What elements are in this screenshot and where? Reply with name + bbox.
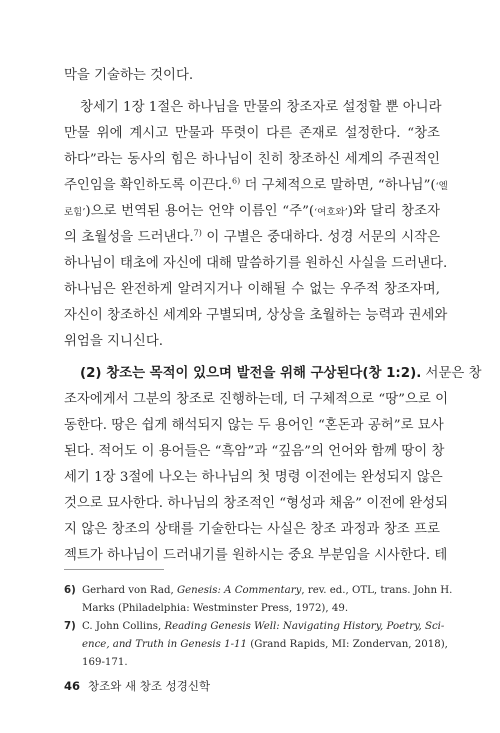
footnote-6 (64, 582, 453, 600)
footnote-6-cont (64, 600, 458, 618)
page-number: 46 (64, 679, 81, 693)
paragraph-line (64, 468, 443, 488)
footnote-7-cont (64, 654, 458, 672)
paragraph-line (64, 332, 440, 352)
text: 젝트가 하나님이 드러내기를 원하시는 중요 부분임을 시사한다. 테 (64, 548, 448, 563)
text: 주인임을 확인하도록 이끈다. (64, 178, 232, 193)
text: )와 달리 창조자 (347, 204, 440, 219)
transliteration: 로힘’ (64, 207, 86, 218)
book-title: Reading Genesis Well: Navigating History, Poetry, Sci- (164, 621, 445, 632)
paragraph-line (64, 150, 440, 170)
text: 하다”라는 동사의 힘은 하나님이 친히 창조하신 세계의 주권적인 (64, 152, 440, 167)
text: 것으로 묘사한다. 하나님의 창조적인 “형성과 채움” 이전에 완성되 (64, 496, 449, 511)
text: 만물 위에 계시고 만물과 뚜렷이 다른 존재로 설정한다. “창조 (64, 126, 440, 141)
paragraph-line (64, 66, 440, 86)
text: C. John Collins, (82, 621, 165, 632)
text: )으로 번역된 용어는 언약 이름인 “주”( (85, 204, 315, 219)
text: 된다. 적어도 이 용어들은 “흑암”과 “깊음”의 언어와 함께 땅이 창 (64, 444, 445, 459)
paragraph-line (64, 306, 448, 326)
paragraph-line (64, 254, 448, 274)
text: 하나님은 완전하게 알려지거나 이해될 수 없는 우주적 창조자며, (64, 282, 440, 297)
text: 동한다. 땅은 쉽게 해석되지 않는 두 용어인 “혼돈과 공허”로 묘사 (64, 418, 444, 433)
text: 하나님이 태초에 자신에 대해 말씀하기를 원하신 사실을 드러낸다. (64, 256, 448, 271)
section-heading: (2) 창조는 목적이 있으며 발전을 위해 구상된다(창 1:2). (80, 366, 422, 381)
footnote-ref: 6) (232, 176, 241, 186)
text: (Grand Rapids, MI: Zondervan, 2018), (246, 639, 448, 650)
text: 창세기 1장 1절은 하나님을 만물의 창조자로 설정할 뿐 아니라 (80, 100, 442, 115)
paragraph-line (80, 98, 440, 118)
page-footer (64, 678, 210, 694)
paragraph-line (64, 442, 445, 462)
text: 위엄을 지니신다. (64, 334, 164, 349)
text: 더 구체적으로 말하면, “하나님”( (240, 178, 436, 193)
footnote-ref: 7) (193, 228, 202, 238)
paragraph-line (64, 494, 449, 514)
text: 지 않은 창조의 상태를 기술한다는 사실은 창조 과정과 창조 프로 (64, 522, 440, 537)
text: Gerhard von Rad, (82, 585, 177, 596)
paragraph-line (64, 124, 440, 144)
text: 의 초월성을 드러낸다. (64, 230, 194, 245)
paragraph-line (64, 280, 440, 300)
paragraph-line (64, 228, 440, 248)
footnote-number: 7) (64, 621, 76, 632)
transliteration: ‘여호와’ (314, 207, 348, 218)
transliteration: ‘엘 (435, 181, 448, 192)
footnote-number: 6) (64, 585, 76, 596)
text: Marks (Philadelphia: Westminster Press, 1972), 49. (82, 603, 349, 614)
paragraph-line (64, 520, 440, 540)
text: , rev. ed., OTL, trans. John H. (301, 585, 453, 596)
text: 막을 기술하는 것이다. (64, 68, 194, 83)
book-title: ence, and Truth in Genesis 1-11 (82, 639, 247, 650)
book-title: Genesis: A Commentary (176, 585, 302, 596)
text: 169-171. (82, 657, 128, 668)
running-title: 창조와 새 창조 성경신학 (88, 679, 211, 693)
text: 자신이 창조하신 세계와 구별되며, 상상을 초월하는 능력과 권세와 (64, 308, 448, 323)
paragraph-line (64, 416, 444, 436)
paragraph-line (64, 546, 448, 566)
text: 조자에게서 그분의 창조로 진행하는데, 더 구체적으로 “땅”으로 이 (64, 392, 449, 407)
paragraph-line (64, 202, 440, 223)
paragraph-line (64, 176, 448, 197)
paragraph-line (80, 364, 482, 384)
text: 서문은 창 (421, 366, 482, 381)
paragraph-line (64, 390, 449, 410)
text: 세기 1장 3절에 나오는 하나님의 첫 명령 이전에는 완성되지 않은 (64, 470, 443, 485)
footnote-7 (64, 618, 445, 636)
footnote-7-cont (64, 636, 458, 654)
footnote-divider (64, 569, 164, 570)
text: 이 구별은 중대하다. 성경 서문의 시작은 (201, 230, 441, 245)
